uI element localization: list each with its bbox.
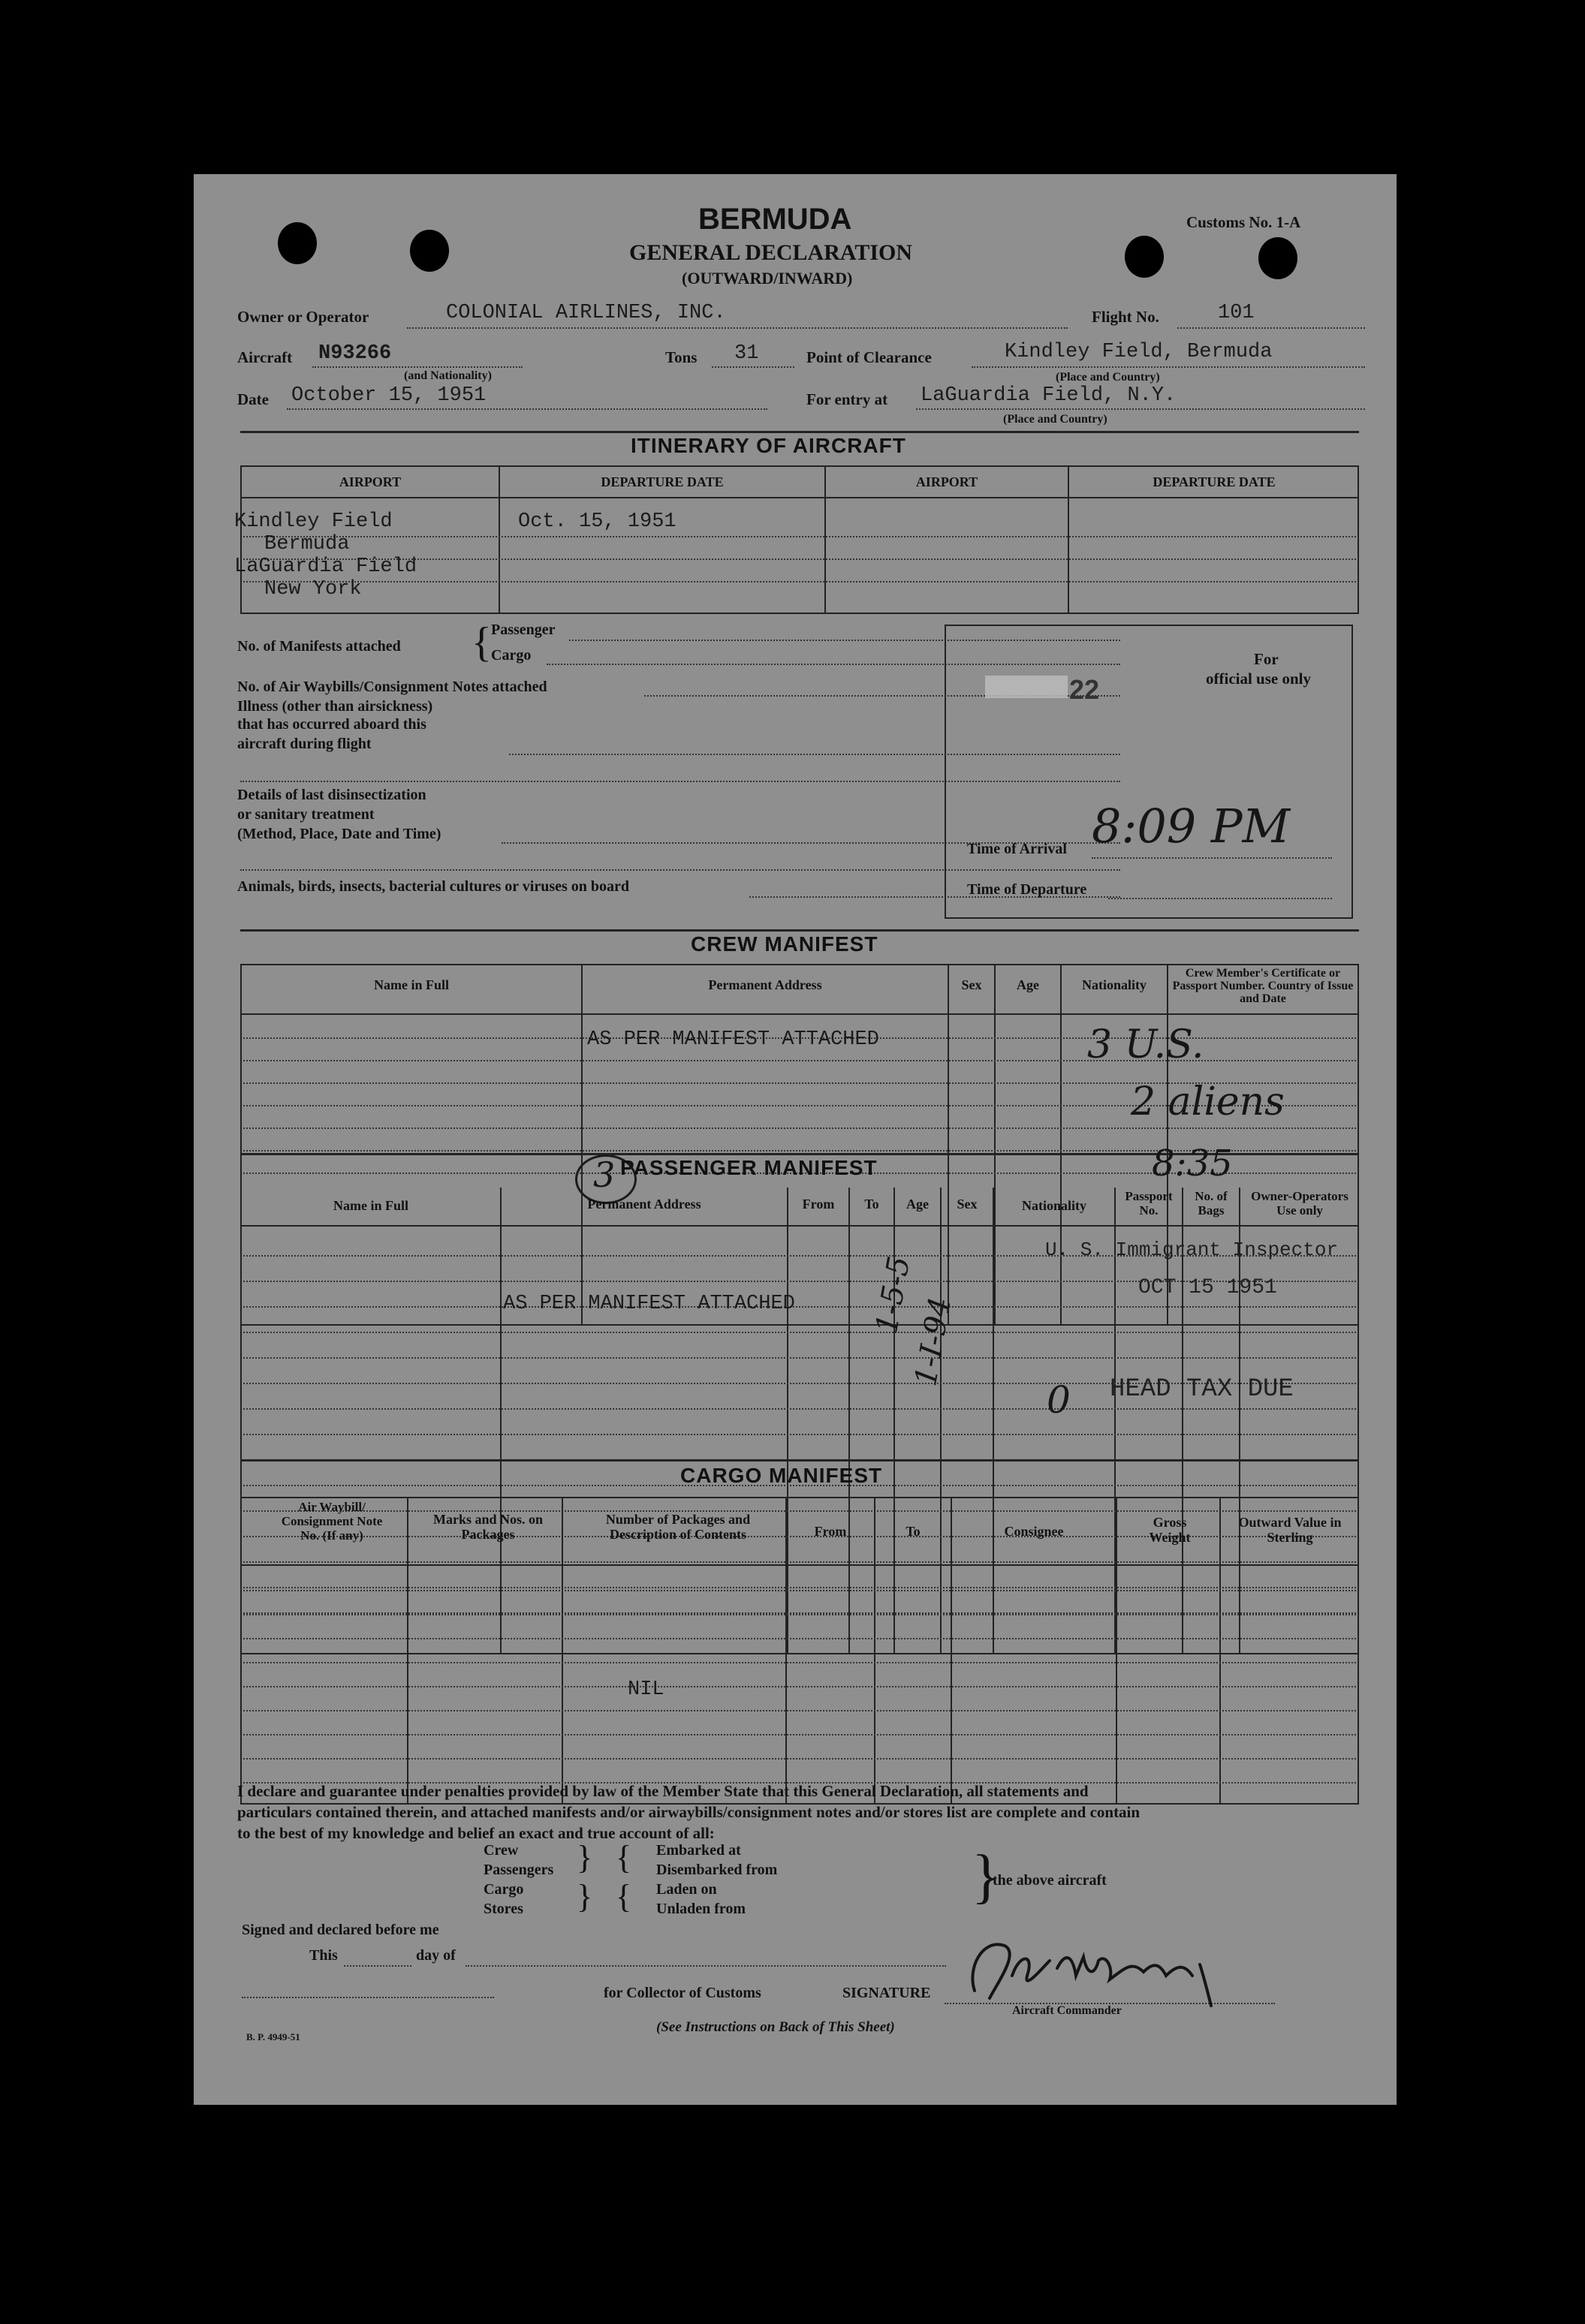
stamp-date: OCT 15 1951	[1138, 1276, 1277, 1299]
itin-airport-row: Kindley Field	[234, 510, 393, 533]
itin-airport-row: Bermuda	[264, 533, 350, 555]
passenger-value: AS PER MANIFEST ATTACHED	[503, 1293, 795, 1315]
illness-label-2: that has occurred aboard this	[237, 716, 426, 733]
decl-brace-right: }	[972, 1844, 1001, 1910]
itin-airport-row: LaGuardia Field	[234, 555, 417, 578]
crew-col-name: Name in Full	[373, 977, 449, 992]
disinsect-label-1: Details of last disinsectization	[237, 787, 426, 803]
cargo-label: Cargo	[491, 647, 532, 664]
owner-value: COLONIAL AIRLINES, INC.	[446, 302, 726, 324]
pass-col-address: Permanent Address	[587, 1197, 701, 1212]
pass-row-line	[243, 1332, 1356, 1333]
itin-col-date-1: DEPARTURE DATE	[601, 474, 724, 489]
decl-brace-2: }	[577, 1878, 593, 1915]
tons-label: Tons	[665, 348, 698, 366]
decl-mid-disembarked: Disembarked from	[656, 1862, 778, 1878]
date-label: Date	[237, 390, 269, 408]
clearance-label: Point of Clearance	[806, 348, 932, 366]
illness-label-1: Illness (other than airsickness)	[237, 698, 433, 715]
official-stamp-number: 22	[1069, 674, 1100, 705]
pass-row-line	[243, 1357, 1356, 1359]
flight-value: 101	[1218, 302, 1255, 324]
signature-label: SIGNATURE	[842, 1985, 931, 2001]
crew-col-age: Age	[1017, 977, 1039, 992]
cargo-row-line	[243, 1686, 1356, 1687]
commander-signature	[952, 1923, 1297, 2013]
crew-col-certificate: Crew Member's Certificate or Passport Number. Country of Issue and Date	[1172, 967, 1354, 1005]
passenger-handwritten-time: 8:35	[1152, 1142, 1233, 1185]
cargo-title: CARGO MANIFEST	[680, 1464, 883, 1487]
itin-date-row: Oct. 15, 1951	[518, 510, 676, 533]
itin-airport-row: New York	[264, 578, 362, 601]
date-line	[287, 408, 767, 410]
pass-col-passport: Passport No.	[1125, 1189, 1173, 1218]
pass-col-age: Age	[906, 1197, 929, 1212]
decl-left-stores: Stores	[484, 1901, 523, 1917]
cargo-col-waybill: Air Waybill/ Consignment Note No. (If any)	[281, 1500, 383, 1543]
instructions-note: (See Instructions on Back of This Sheet)	[656, 2019, 895, 2035]
disinsect-label-3: (Method, Place, Date and Time)	[237, 826, 441, 842]
form-subtitle-2: (OUTWARD/INWARD)	[682, 269, 853, 287]
decl-mid-unladen: Unladen from	[656, 1901, 746, 1917]
cargo-col-packages: Number of Packages and Description of Contents	[605, 1512, 751, 1542]
arrival-time-handwritten: 8:09 PM	[1092, 799, 1291, 853]
inspector-stamp: U. S. Immigrant Inspector	[1045, 1239, 1339, 1261]
flight-label: Flight No.	[1092, 308, 1159, 326]
entry-note: (Place and Country)	[1003, 413, 1107, 426]
passenger-circled-digit: 3	[593, 1154, 616, 1195]
disinsect-label-2: or sanitary treatment	[237, 806, 375, 823]
cargo-row-line	[243, 1614, 1356, 1615]
crew-title: CREW MANIFEST	[691, 932, 878, 956]
official-stamp	[985, 676, 1068, 698]
cargo-col-value: Outward Value in Sterling	[1238, 1515, 1342, 1545]
collector-label: for Collector of Customs	[604, 1985, 761, 2001]
form-number: B. P. 4949-51	[246, 2031, 300, 2043]
passenger-header-rule	[240, 1225, 1359, 1227]
decl-brace-4: {	[616, 1878, 632, 1915]
declaration-text-1: I declare and guarantee under penalties provided by law of the Member State that this General Declaration, all statements and	[237, 1782, 1089, 1800]
cargo-col-consignee: Consignee	[1004, 1524, 1064, 1539]
itinerary-title: ITINERARY OF AIRCRAFT	[631, 434, 906, 457]
cargo-row-line	[243, 1590, 1356, 1591]
decl-left-cargo: Cargo	[484, 1881, 524, 1898]
pass-col-to: To	[864, 1197, 879, 1212]
itin-row-line	[243, 536, 1356, 537]
form-subtitle: GENERAL DECLARATION	[629, 240, 913, 265]
crew-top-rule	[240, 929, 1359, 932]
collector-line	[242, 1997, 494, 1998]
departure-label: Time of Departure	[967, 881, 1087, 898]
aircraft-line	[312, 366, 523, 368]
manifests-label: No. of Manifests attached	[237, 638, 401, 655]
this-label: This	[309, 1947, 338, 1964]
crew-col-sex: Sex	[961, 977, 982, 992]
crew-handwritten-1: 3 U.S.	[1087, 1022, 1204, 1067]
punch-hole-2	[410, 230, 449, 272]
crew-handwritten-2: 2 aliens	[1131, 1079, 1285, 1124]
day-of-line	[466, 1965, 946, 1967]
passenger-handwritten-2: 1-I-94	[909, 1294, 958, 1389]
day-of-label: day of	[416, 1947, 456, 1964]
cargo-row-line	[243, 1662, 1356, 1663]
crew-row-line	[243, 1127, 1356, 1129]
tons-value: 31	[734, 342, 759, 365]
tons-line	[712, 366, 794, 368]
commander-label: Aircraft Commander	[1012, 2004, 1122, 2017]
passenger-handwritten-zero: 0	[1047, 1378, 1071, 1422]
official-label-1: For	[1254, 650, 1279, 668]
cargo-row-line	[243, 1758, 1356, 1760]
pass-row-line	[243, 1306, 1356, 1308]
pass-col-from: From	[802, 1197, 835, 1212]
entry-value: LaGuardia Field, N.Y.	[921, 384, 1177, 407]
entry-line	[916, 408, 1365, 410]
aircraft-note: (and Nationality)	[404, 369, 492, 382]
cargo-col-weight: Gross Weight	[1149, 1515, 1191, 1545]
clearance-line	[972, 366, 1365, 368]
aircraft-value: N93266	[318, 342, 392, 365]
form-title: BERMUDA	[698, 203, 852, 236]
animals-label: Animals, birds, insects, bacterial cultures or viruses on board	[237, 878, 630, 895]
owner-label: Owner or Operator	[237, 308, 369, 326]
decl-mid-embarked: Embarked at	[656, 1842, 741, 1859]
punch-hole-4	[1258, 237, 1297, 279]
cargo-top-rule	[240, 1459, 1359, 1462]
itinerary-top-rule	[240, 431, 1359, 433]
crew-col-nationality: Nationality	[1081, 977, 1147, 992]
customs-number: Customs No. 1-A	[1186, 213, 1301, 231]
cargo-row-line	[243, 1638, 1356, 1639]
itin-row-line	[243, 581, 1356, 583]
official-label-2: official use only	[1206, 670, 1311, 688]
itin-col-date-2: DEPARTURE DATE	[1153, 474, 1276, 489]
pass-row-line	[243, 1408, 1356, 1410]
head-tax-stamp: HEAD TAX DUE	[1110, 1375, 1294, 1404]
clearance-note: (Place and Country)	[1056, 371, 1160, 384]
signed-label: Signed and declared before me	[242, 1922, 439, 1938]
illness-label-3: aircraft during flight	[237, 736, 372, 752]
itin-col-airport-1: AIRPORT	[339, 474, 402, 489]
official-use-box	[945, 625, 1353, 919]
pass-row-line	[243, 1434, 1356, 1435]
cargo-col-from: From	[814, 1524, 847, 1539]
manifests-brace: {	[472, 619, 492, 666]
passenger-label: Passenger	[491, 622, 556, 638]
cargo-col-marks: Marks and Nos. on Packages	[432, 1512, 544, 1542]
punch-hole-1	[278, 222, 317, 264]
entry-label: For entry at	[806, 390, 888, 408]
decl-left-crew: Crew	[484, 1842, 519, 1859]
declaration-text-2: particulars contained therein, and attached manifests and/or airwaybills/consignment notes and/or stores list are complete and contain	[237, 1803, 1141, 1821]
aircraft-label: Aircraft	[237, 348, 293, 366]
pass-col-name: Name in Full	[333, 1198, 408, 1213]
pass-col-owner: Owner-Operators Use only	[1251, 1189, 1348, 1218]
declaration-text-3: to the best of my knowledge and belief an exact and true account of all:	[237, 1824, 715, 1842]
pass-col-nationality: Nationality	[1021, 1198, 1086, 1213]
date-value: October 15, 1951	[291, 384, 487, 407]
punch-hole-3	[1125, 236, 1164, 278]
cargo-col-to: To	[905, 1524, 921, 1539]
owner-line	[407, 327, 1068, 329]
passenger-handwritten-1: 1-5-5	[869, 1254, 918, 1336]
arrival-line	[1092, 857, 1332, 859]
arrival-label: Time of Arrival	[967, 841, 1067, 857]
cargo-row-line	[243, 1734, 1356, 1735]
cargo-value: NIL	[628, 1678, 664, 1701]
waybills-label: No. of Air Waybills/Consignment Notes attached	[237, 679, 547, 695]
passenger-title: PASSENGER MANIFEST	[620, 1156, 878, 1179]
decl-mid-laden: Laden on	[656, 1881, 717, 1898]
declaration-form	[194, 174, 1397, 2105]
crew-value: AS PER MANIFEST ATTACHED	[587, 1028, 879, 1051]
decl-brace-1: }	[577, 1839, 593, 1876]
cargo-header-rule	[240, 1564, 1359, 1566]
decl-right: the above aircraft	[993, 1872, 1107, 1889]
decl-brace-3: {	[616, 1839, 632, 1876]
cargo-row-line	[243, 1710, 1356, 1711]
this-line	[344, 1965, 411, 1967]
clearance-value: Kindley Field, Bermuda	[1005, 341, 1273, 363]
itin-col-airport-2: AIRPORT	[915, 474, 978, 489]
flight-line	[1177, 327, 1365, 329]
pass-col-bags: No. of Bags	[1195, 1189, 1228, 1218]
crew-col-address: Permanent Address	[708, 977, 822, 992]
departure-line	[1108, 898, 1332, 899]
pass-col-sex: Sex	[957, 1197, 978, 1212]
decl-left-passengers: Passengers	[484, 1862, 554, 1878]
crew-header-rule	[240, 1013, 1359, 1015]
itin-header-rule	[240, 497, 1359, 498]
